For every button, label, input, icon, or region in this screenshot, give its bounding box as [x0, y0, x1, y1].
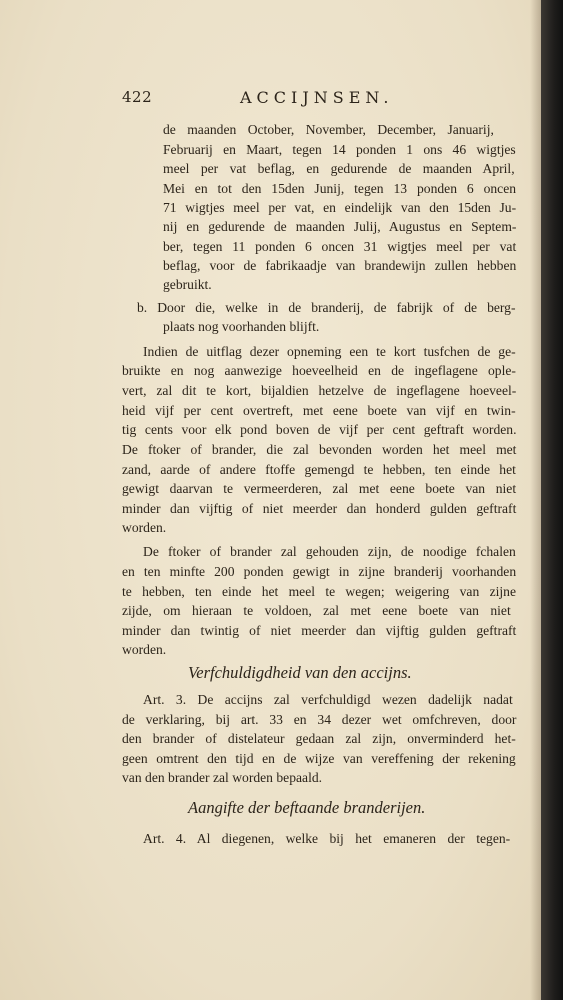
text-line: plaats nog voorhanden blijft.	[163, 319, 320, 334]
text-line: meel per vat beflag, en gedurende de maanden April,	[163, 161, 515, 176]
book-spine-edge	[541, 0, 563, 1000]
running-header	[0, 88, 541, 110]
text-line: Art. 3. De accijns zal verfchuldigd wezen dadelijk nadat	[143, 692, 513, 707]
text-line: De ftoker of brander zal gehouden zijn, de noodige fchalen	[143, 544, 516, 559]
page-number: 422	[122, 88, 153, 106]
text-line: te hebben, ten einde het meel te wegen; weigering van zijne	[122, 584, 516, 599]
text-line: Indien de uitflag dezer opneming een te kort tusfchen de ge-	[143, 344, 516, 359]
text-line: De ftoker of brander, die zal bevonden worden het meel met	[122, 442, 517, 457]
text-line: Februarij en Maart, tegen 14 ponden 1 ons 46 wigtjes	[163, 142, 516, 157]
text-line: minder dan vijftig of niet meerder dan honderd gulden geftraft	[122, 501, 517, 516]
text-line: de verklaring, bij art. 33 en 34 dezer wet omfchreven, door	[122, 712, 517, 727]
text-line: b. Door die, welke in de branderij, de fabrijk of de berg-	[137, 300, 516, 315]
text-line: minder dan twintig of niet meerder dan vijftig gulden geftraft	[122, 623, 517, 638]
text-line: beflag, voor de fabrikaadje van brandewijn zullen hebben	[163, 258, 517, 273]
section-heading: Aangifte der beftaande branderijen.	[188, 798, 426, 817]
text-line: gewigt daarvan te vermeerderen, zal met eene boete van niet	[122, 481, 517, 496]
running-title: ACCIJNSEN.	[240, 88, 394, 107]
text-line: nij en gedurende de maanden Julij, Augustus en Septem-	[163, 219, 517, 234]
text-line: bruikte en nog aanwezige hoeveelheid en de ingeflagene ople-	[122, 363, 516, 378]
text-line: 71 wigtjes meel per vat, en eindelijk van den 15den Ju-	[163, 200, 517, 215]
page-edge-shadow	[530, 0, 541, 1000]
text-line: vert, zal dit te kort, bijaldien hetzelve de ingeflagene hoeveel-	[122, 383, 517, 398]
text-line: Mei en tot den 15den Junij, tegen 13 ponden 6 oncen	[163, 181, 517, 196]
text-line: worden.	[122, 520, 167, 535]
text-line: geen omtrent den tijd en de wijze van vereffening der rekening	[122, 751, 516, 766]
text-line: zand, aarde of andere ftoffe gemengd te hebben, ten einde het	[122, 462, 516, 477]
text-line: gebruikt.	[163, 277, 212, 292]
text-line: heid vijf per cent overtreft, met eene boete van vijf en twin-	[122, 403, 516, 418]
text-line: den brander of distelateur gedaan zal zijn, onverminderd het-	[122, 731, 516, 746]
text-line: van den brander zal worden bepaald.	[122, 770, 323, 785]
text-line: de maanden October, November, December, Januarij,	[163, 122, 494, 137]
text-line: tig cents voor elk pond boven de vijf per cent geftraft worden.	[122, 422, 517, 437]
text-line: ber, tegen 11 ponden 6 oncen 31 wigtjes meel per vat	[163, 239, 517, 254]
text-line: worden.	[122, 642, 167, 657]
text-line: Art. 4. Al diegenen, welke bij het emaneren der tegen-	[143, 831, 511, 846]
section-heading: Verfchuldigdheid van den accijns.	[188, 663, 412, 682]
text-line: zijde, om hieraan te voldoen, zal met eene boete van niet	[122, 603, 511, 618]
text-line: en ten minfte 200 ponden gewigt in zijne branderij voorhanden	[122, 564, 517, 579]
